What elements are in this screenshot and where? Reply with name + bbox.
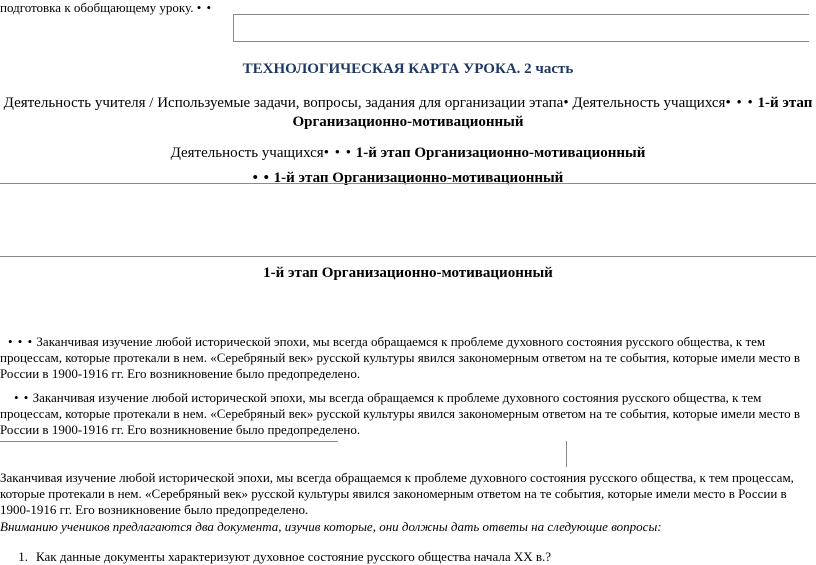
vertical-divider	[566, 441, 567, 467]
header-line-3	[0, 169, 816, 188]
header-student-activity: Деятельность учащихся	[568, 95, 726, 111]
paragraph-text: Заканчивая изучение любой исторической эпохи, мы всегда обращаемся к проблеме духовного состояния русского общества, к тем процессам, которые протекали в нем. «Серебряный век» русской культуры явился закономерным ответом на те события, которые имели место в России в 1900-1916 гг. Его возникновение было предопределено.	[0, 334, 801, 381]
empty-frame	[233, 14, 809, 42]
header-teacher-activity: Деятельность учителя / Используемые задачи, вопросы, задания для организации этапа	[3, 95, 564, 111]
paragraph-text: Заканчивая изучение любой исторической эпохи, мы всегда обращаемся к проблеме духовного состояния русского общества, к тем процессам, которые протекали в нем. «Серебряный век» русской культуры явился закономерным ответом на те события, которые имели место в России в 1900-1916 гг. Его возникновение было предопределено.	[0, 390, 801, 437]
stage-label: 1-й этап Организационно-мотивационный	[292, 95, 813, 130]
top-note-text: подготовка к обобщающему уроку.	[0, 0, 194, 15]
page-title: ТЕХНОЛОГИЧЕСКАЯ КАРТА УРОКА. 2 часть	[242, 61, 574, 77]
divider	[0, 183, 816, 184]
bullet-marks: • • •	[323, 145, 352, 161]
divider	[0, 256, 816, 257]
top-note	[0, 0, 240, 16]
table-header	[0, 94, 816, 188]
bullet-marks: • •	[196, 0, 213, 15]
paragraph-block	[0, 334, 816, 382]
list-item	[0, 549, 816, 565]
bullet-marks: •	[563, 95, 569, 111]
bullet-marks: • •	[252, 170, 270, 186]
header-line-2	[0, 144, 816, 163]
bullet-marks: • • •	[725, 95, 754, 111]
question-text: Как данные документы характеризуют духовное состояние русского общества начала XX в.?	[36, 549, 552, 564]
header-line-1	[0, 94, 816, 132]
bullet-marks: • • •	[8, 334, 34, 349]
stage-label: 1-й этап Организационно-мотивационный	[273, 170, 564, 186]
stage-label: 1-й этап Организационно-мотивационный	[355, 145, 646, 161]
paragraph-text: Заканчивая изучение любой исторической эпохи, мы всегда обращаемся к проблеме духовного состояния русского общества, к тем процессам, которые протекали в нем. «Серебряный век» русской культуры явился закономерным ответом на те события, которые имели место в России в 1900-1916 гг. Его возникновение было предопределено.	[0, 470, 794, 517]
question-number: 1.	[18, 549, 28, 564]
paragraph-block	[0, 470, 816, 518]
question-list	[0, 549, 816, 565]
bullet-marks: • •	[14, 390, 30, 405]
footnote-separator	[0, 441, 338, 442]
instruction-text: Вниманию учеников предлагаются два документа, изучив которые, они должны дать ответы на следующие вопросы:	[0, 519, 662, 534]
section-heading: 1-й этап Организационно-мотивационный	[263, 265, 553, 281]
paragraph-block	[0, 390, 816, 438]
header-student-activity: Деятельность учащихся	[170, 145, 324, 161]
